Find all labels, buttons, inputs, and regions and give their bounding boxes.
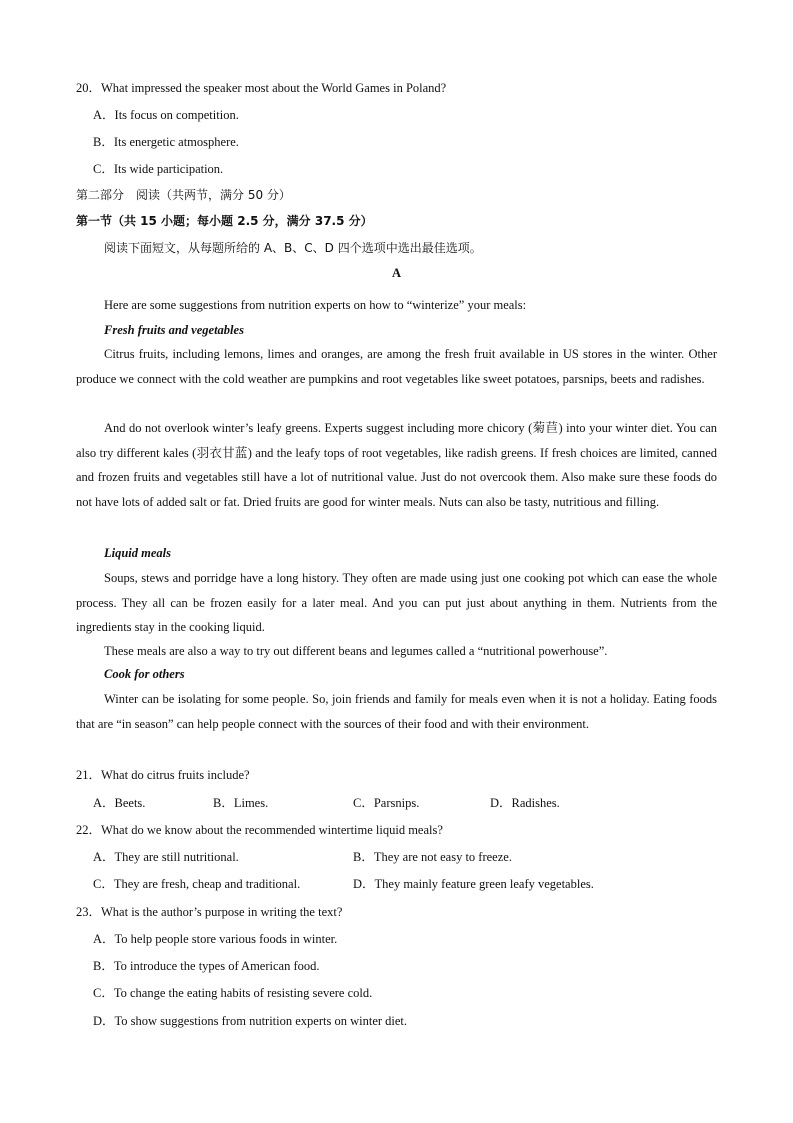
question-21-stem: 21．What do citrus fruits include? bbox=[76, 768, 250, 782]
paragraph-winter-isolating: Winter can be isolating for some people. So, join friends and family for meals even when it is not a holiday. Eating foods that are “in season” can help people connect with the sources of their food and with their environment. bbox=[76, 692, 717, 731]
paragraph-beans: These meals are also a way to try out different beans and legumes called a “nutritional powerhouse”. bbox=[104, 644, 608, 658]
question-22-option-a: A．They are still nutritional. bbox=[93, 850, 239, 864]
section-2-title: 第二部分 阅读（共两节，满分 50 分） bbox=[76, 188, 291, 202]
question-23-option-c: C．To change the eating habits of resisting severe cold. bbox=[93, 986, 373, 1000]
passage-label: A bbox=[391, 266, 402, 280]
question-22-option-d: D．They mainly feature green leafy vegetables. bbox=[353, 877, 594, 891]
subheading-cook-for-others: Cook for others bbox=[104, 667, 185, 681]
question-20-stem: 20．What impressed the speaker most about the World Games in Poland? bbox=[76, 81, 447, 95]
question-21-option-a: A．Beets. bbox=[93, 796, 146, 810]
paragraph-leafy-greens: And do not overlook winter’s leafy greens. Experts suggest including more chicory (菊苣) into your winter diet. You can also try different kales (羽衣甘蓝) and the leafy tops of root vegetables, like radish greens. If fresh choices are limited, canned and frozen fruits and vegetables still have a lot of nutritional value. Just do not overcook them. Also make sure these foods do not have lots of added salt or fat. Dried fruits are good for winter meals. Nuts can also be tasty, nutritious and filling. bbox=[76, 421, 717, 509]
question-22-option-b: B．They are not easy to freeze. bbox=[353, 850, 512, 864]
question-23-option-a: A．To help people store various foods in winter. bbox=[93, 932, 338, 946]
subheading-fresh-fruits: Fresh fruits and vegetables bbox=[104, 323, 244, 337]
section-2-part-1-title: 第一节（共 15 小题；每小题 2.5 分，满分 37.5 分） bbox=[76, 214, 373, 228]
paragraph-citrus: Citrus fruits, including lemons, limes and oranges, are among the fresh fruit available in US stores in the winter. Other produce we connect with the cold weather are pumpkins and root vegetables like sweet potatoes, parsnips, beets and radishes. bbox=[76, 347, 717, 386]
paragraph-soups: Soups, stews and porridge have a long history. They often are made using just one cooking pot which can ease the whole process. They all can be frozen easily for a later meal. And you can put just about anything in them. Nutrients from the ingredients stay in the cooking liquid. bbox=[76, 571, 717, 634]
subheading-liquid-meals: Liquid meals bbox=[104, 546, 172, 560]
question-22-stem: 22．What do we know about the recommended wintertime liquid meals? bbox=[76, 823, 443, 837]
question-21-option-d: D．Radishes. bbox=[490, 796, 560, 810]
question-20-option-a: A．Its focus on competition. bbox=[93, 108, 239, 122]
question-21-option-b: B．Limes. bbox=[213, 796, 269, 810]
question-23-option-b: B．To introduce the types of American food. bbox=[93, 959, 320, 973]
passage-intro: Here are some suggestions from nutrition experts on how to “winterize” your meals: bbox=[104, 298, 527, 312]
question-22-option-c: C．They are fresh, cheap and traditional. bbox=[93, 877, 301, 891]
question-23-option-d: D．To show suggestions from nutrition experts on winter diet. bbox=[93, 1014, 408, 1028]
question-20-option-c: C．Its wide participation. bbox=[93, 162, 224, 176]
question-20-option-b: B．Its energetic atmosphere. bbox=[93, 135, 239, 149]
reading-instruction: 阅读下面短文，从每题所给的 A、B、C、D 四个选项中选出最佳选项。 bbox=[104, 241, 482, 255]
question-23-stem: 23．What is the author’s purpose in writing the text? bbox=[76, 905, 343, 919]
question-21-option-c: C．Parsnips. bbox=[353, 796, 420, 810]
